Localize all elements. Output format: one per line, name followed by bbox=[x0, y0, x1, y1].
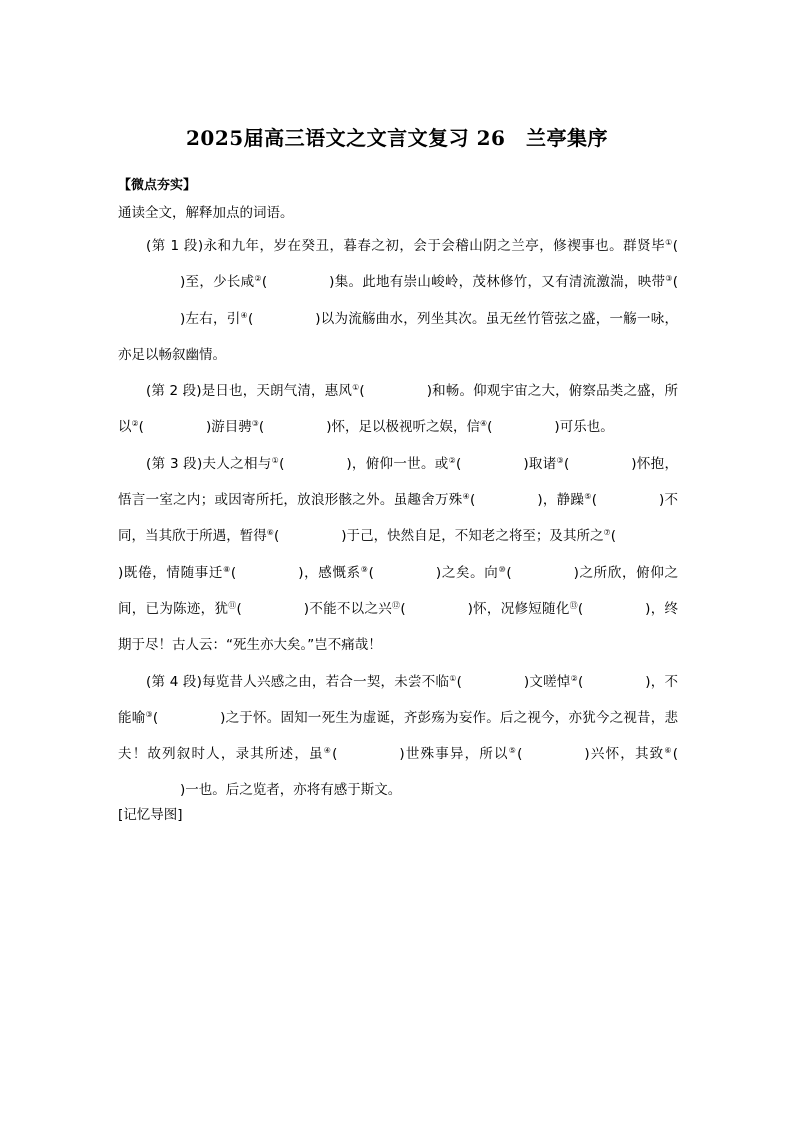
blank-number: ③ bbox=[556, 455, 564, 465]
passage-text: )，不能喻 bbox=[118, 673, 678, 726]
blank-number: ① bbox=[352, 383, 360, 393]
passage-text: )不能不以之兴 bbox=[303, 600, 393, 617]
passage-text: )兴怀，其致 bbox=[584, 746, 665, 763]
passage-text: )可乐也。 bbox=[554, 419, 614, 436]
passage-text: )怀，况修短随化 bbox=[467, 600, 570, 617]
blank-number: ④ bbox=[462, 492, 471, 502]
passage-text: )，终期于尽！古人云：“死生亦大矣。”岂不痛哉！ bbox=[118, 600, 678, 654]
blank-number: ① bbox=[271, 455, 280, 465]
blank-number: ⑤ bbox=[508, 746, 518, 756]
passage-text: (第 1 段)永和九年，岁在癸丑，暮春之初，会于会稽山阴之兰亭，修禊事也。群贤毕 bbox=[146, 238, 666, 254]
passage-text: )于己，快然自足，不知老之将至；及其所之 bbox=[341, 528, 604, 545]
passage-text: )，感慨系 bbox=[298, 564, 361, 581]
blank-number: ④ bbox=[479, 419, 488, 429]
passage-text: )至，少长咸 bbox=[180, 274, 255, 291]
blank-number: ⑫ bbox=[392, 600, 401, 610]
blank-number: ⑦ bbox=[603, 528, 611, 538]
passage-text: )左右，引 bbox=[180, 310, 241, 327]
passage-text: )集。此地有崇山峻岭，茂林修竹，又有清流激湍，映带 bbox=[329, 274, 666, 291]
blank-number: ④ bbox=[323, 746, 333, 756]
blank-number: ⑨ bbox=[360, 564, 369, 574]
passage-text: )游目骋 bbox=[205, 419, 252, 436]
passage-text: )之所欣，俯仰之间，已为陈迹，犹 bbox=[118, 564, 678, 617]
blank-number: ③ bbox=[251, 419, 259, 429]
blank-number: ⑬ bbox=[569, 600, 578, 610]
passage-text: )以为流觞曲水，列坐其次。虽无丝竹管弦之盛，一觞一咏，亦足以畅叙幽情。 bbox=[118, 310, 678, 363]
paragraph-2: (第 2 段)是日也，天朗气清，惠风①( )和畅。仰观宇宙之大，俯察品类之盛，所以②( )游目骋③( )怀，足以极视听之娱，信④( )可乐也。 bbox=[118, 383, 678, 436]
blank-number: ② bbox=[448, 455, 457, 465]
blank-number: ⑥ bbox=[266, 528, 274, 538]
instruction-text: 通读全文，解释加点的词语。 bbox=[118, 205, 294, 221]
blank-number: ④ bbox=[240, 310, 248, 320]
paragraph-4: (第 4 段)每览昔人兴感之由，若合一契，未尝不临①( )文嗟悼②( )，不能喻③( )之于怀。固知一死生为虚诞，齐彭殇为妄作。后之视今，亦犹今之视昔，悲夫！故列叙时人，录其所述，虽④( )世殊事异，所以⑤( )兴怀，其致⑥()一也。后之览者，亦将有感于斯文。 bbox=[118, 673, 679, 799]
passage-text: )和畅。仰观宇宙之大，俯察品类之盛，所以 bbox=[118, 383, 678, 436]
blank-number: ⑤ bbox=[584, 492, 592, 502]
blank-number: ⑧ bbox=[223, 564, 231, 574]
passage-text: )怀，足以极视听之娱，信 bbox=[326, 419, 480, 436]
paragraph-3: (第 3 段)夫人之相与①( )，俯仰一世。或②( )取诸③( )怀抱，悟言一室之内；或因寄所托，放浪形骸之外。虽趣舍万殊④( )，静躁⑤( )不同，当其欣于所遇，暂得⑥( )于己，快然自足，不知老之将至；及其所之⑦()既倦，情随事迁⑧( )，感慨系⑨( )之矣。向⑩( )之所欣，俯仰之间，已为陈迹，犹⑪( )不能不以之兴⑫( )怀，况修短随化⑬( )，终期于尽！古人云：“死生亦大矣。”岂不痛哉！ bbox=[118, 455, 679, 654]
section-heading: 【微点夯实】 bbox=[118, 178, 197, 193]
passage-text: )怀抱，悟言一室之内；或因寄所托，放浪形骸之外。虽趣舍万殊 bbox=[118, 455, 678, 509]
page-title: 2025届高三语文之文言文复习 26 兰亭集序 bbox=[186, 126, 608, 150]
blank-number: ① bbox=[449, 673, 457, 683]
passage-text: )世殊事异，所以 bbox=[399, 746, 509, 763]
blank-number: ② bbox=[254, 274, 262, 284]
passage-text: (第 3 段)夫人之相与 bbox=[146, 455, 272, 472]
passage-text: )之矣。向 bbox=[435, 564, 499, 581]
blank-number: ⑥ bbox=[664, 746, 673, 756]
blank-number: ① bbox=[665, 238, 673, 247]
blank-number: ② bbox=[570, 673, 578, 683]
blank-number: ⑩ bbox=[498, 564, 507, 574]
passage-text: )取诸 bbox=[523, 455, 557, 472]
passage-text: )一也。后之览者，亦将有感于斯文。 bbox=[180, 782, 402, 799]
passage-text: )不同，当其欣于所遇，暂得 bbox=[118, 492, 679, 545]
passage-text: (第 4 段)每览昔人兴感之由，若合一契，未尝不临 bbox=[146, 673, 450, 690]
passage-text: )文嗟悼 bbox=[523, 673, 571, 690]
blank-number: ② bbox=[131, 419, 139, 429]
passage-text: )之于怀。固知一死生为虚诞，齐彭殇为妄作。后之视今，亦犹今之视昔，悲夫！故列叙时人，录其所述，虽 bbox=[118, 709, 678, 763]
blank-number: ⑪ bbox=[228, 600, 237, 610]
passage-text: )，静躁 bbox=[537, 492, 585, 509]
passage-text: )，俯仰一世。或 bbox=[346, 455, 449, 472]
passage-text: (第 2 段)是日也，天朗气清，惠风 bbox=[146, 383, 353, 400]
blank-number: ③ bbox=[145, 709, 153, 719]
blank-number: ③ bbox=[665, 274, 673, 284]
passage-text: )既倦，情随事迁 bbox=[118, 564, 224, 581]
memory-map-label: [记忆导图] bbox=[118, 807, 183, 823]
passage-body bbox=[118, 228, 678, 809]
paragraph-1: (第 1 段)永和九年，岁在癸丑，暮春之初，会于会稽山阴之兰亭，修禊事也。群贤毕①()至，少长咸②( )集。此地有崇山峻岭，茂林修竹，又有清流激湍，映带③()左右，引④( )以为流觞曲水，列坐其次。虽无丝竹管弦之盛，一觞一咏，亦足以畅叙幽情。 bbox=[118, 238, 678, 363]
